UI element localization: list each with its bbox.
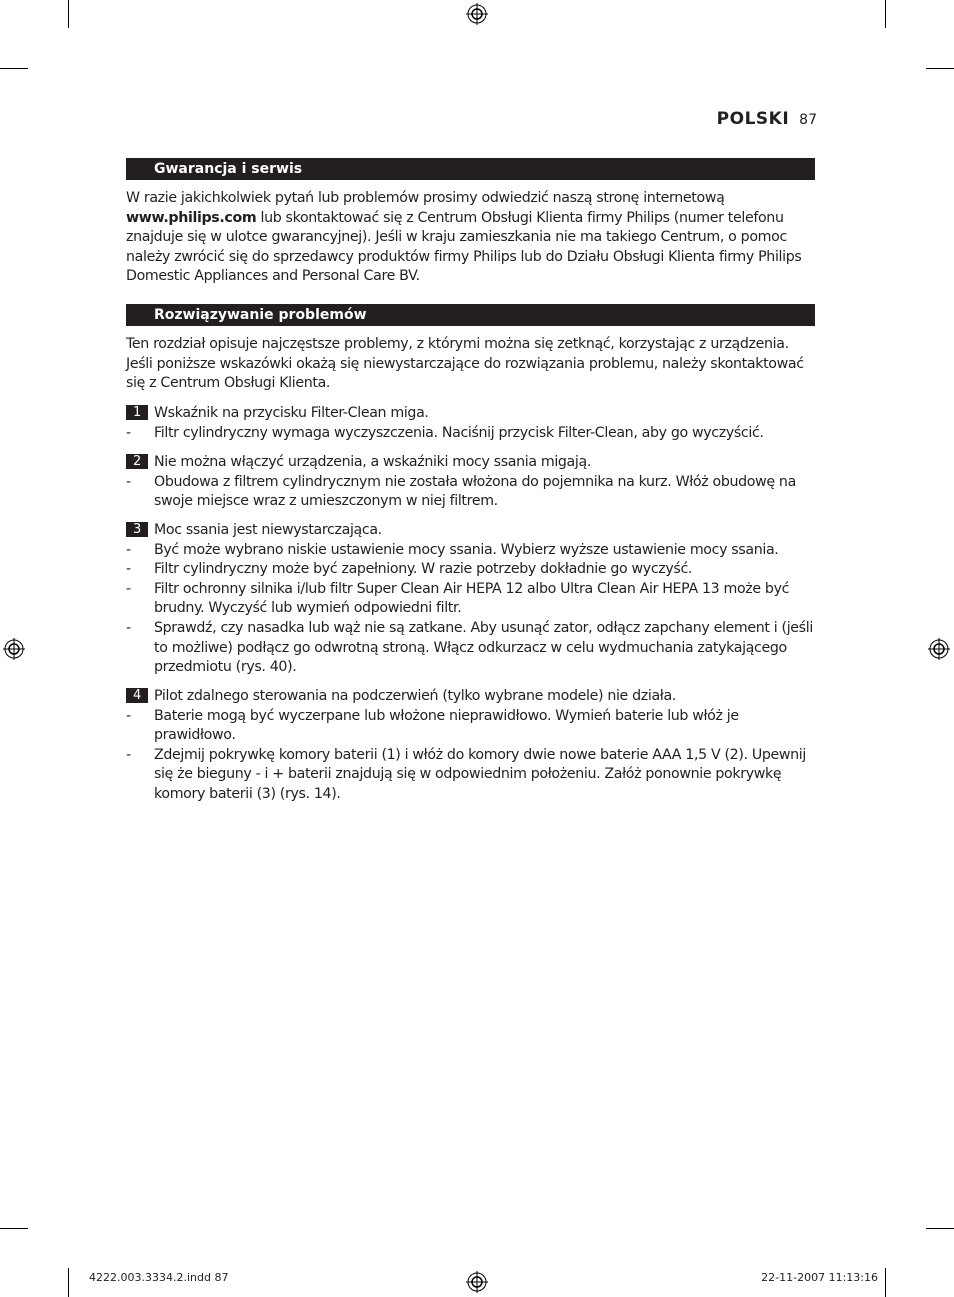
problem-title: Pilot zdalnego sterowania na podczerwień (tylko wybrane modele) nie działa.	[154, 688, 676, 704]
warranty-paragraph	[126, 189, 818, 287]
problem-title: Nie można włączyć urządzenia, a wskaźniki mocy ssania migają.	[154, 454, 592, 470]
list-item-text: Być może wybrano niskie ustawienie mocy ssania. Wybierz wyższe ustawienie mocy ssania.	[154, 541, 779, 558]
problem-title: Wskaźnik na przycisku Filter-Clean miga.	[154, 405, 429, 421]
crop-mark	[68, 0, 69, 28]
problem-4	[126, 687, 818, 805]
page-number: 87	[799, 112, 817, 128]
problem-number: 3	[126, 522, 148, 537]
list-item	[126, 473, 818, 512]
crop-mark	[0, 1228, 28, 1229]
list-item	[126, 541, 818, 561]
bullet-dash: -	[126, 746, 131, 763]
list-item	[126, 746, 818, 805]
bullet-dash: -	[126, 424, 131, 441]
crop-mark	[68, 1268, 69, 1297]
list-item	[126, 424, 818, 444]
page-header	[717, 109, 817, 129]
bullet-dash: -	[126, 580, 131, 597]
bullet-dash: -	[126, 707, 131, 724]
list-item-text: Zdejmij pokrywkę komory baterii (1) i włóż do komory dwie nowe baterie AAA 1,5 V (2). Upewnij się że bieguny - i + baterii znajdują się w odpowiednim położeniu. Załóż ponownie pokrywkę komory baterii (3) (rys. 14).	[154, 746, 806, 802]
list-item	[126, 619, 818, 678]
crop-mark	[0, 68, 28, 69]
section-heading-warranty: Gwarancja i serwis	[126, 158, 815, 180]
registration-mark-icon	[928, 638, 950, 660]
list-item-text: Sprawdź, czy nasadka lub wąż nie są zatkane. Aby usunąć zator, odłącz zapchany element i (jeśli to możliwe) podłącz go odwrotną stroną. Włącz odkurzacz w celu wydmuchania zatykającego przedmiotu (rys. 40).	[154, 619, 813, 676]
problem-2	[126, 453, 818, 512]
list-item-text: Filtr cylindryczny może być zapełniony. W razie potrzeby dokładnie go wyczyść.	[154, 561, 693, 578]
problem-number: 4	[126, 688, 148, 703]
philips-link[interactable]: www.philips.com	[126, 209, 257, 226]
footer-filename: 4222.003.3334.2.indd 87	[89, 1271, 229, 1284]
crop-mark	[885, 0, 886, 28]
list-item-text: Obudowa z filtrem cylindrycznym nie została włożona do pojemnika na kurz. Włóż obudowę na swoje miejsce wraz z umieszczonym w niej filtrem.	[154, 473, 796, 510]
crop-mark	[926, 1228, 954, 1229]
language-label: POLSKI	[716, 109, 790, 129]
bullet-dash: -	[126, 561, 131, 578]
warranty-text: W razie jakichkolwiek pytań lub problemów prosimy odwiedzić naszą stronę internetową	[126, 190, 725, 206]
list-item	[126, 707, 818, 746]
registration-mark-icon	[466, 3, 488, 25]
bullet-dash: -	[126, 473, 131, 490]
crop-mark	[926, 68, 954, 69]
registration-mark-icon	[466, 1271, 488, 1293]
registration-mark-icon	[3, 638, 25, 660]
list-item-text: Filtr cylindryczny wymaga wyczyszczenia. Naciśnij przycisk Filter-Clean, aby go wyczyścić.	[154, 424, 764, 441]
warranty-text: lub skontaktować się z Centrum Obsługi Klienta firmy Philips (numer telefonu znajduje się w ulotce gwarancyjnej). Jeśli w kraju zamieszkania nie ma takiego Centrum, o pomoc należy zwrócić się do sprzedawcy produktów firmy Philips lub do Działu Obsługi Klienta firmy Philips Domestic Appliances and Personal Care BV.	[126, 209, 802, 285]
problem-1	[126, 404, 818, 443]
problem-title: Moc ssania jest niewystarczająca.	[154, 522, 382, 538]
bullet-dash: -	[126, 619, 131, 636]
bullet-dash: -	[126, 541, 131, 558]
problem-number: 1	[126, 405, 148, 420]
footer-datetime: 22-11-2007 11:13:16	[761, 1271, 878, 1284]
list-item-text: Filtr ochronny silnika i/lub filtr Super Clean Air HEPA 12 albo Ultra Clean Air HEPA 13 może być brudny. Wyczyść lub wymień odpowiedni filtr.	[154, 580, 790, 617]
list-item	[126, 560, 818, 580]
list-item-text: Baterie mogą być wyczerpane lub włożone nieprawidłowo. Wymień baterie lub włóż je prawidłowo.	[154, 707, 739, 744]
troubleshooting-intro: Ten rozdział opisuje najczęstsze problemy, z którymi można się zetknąć, korzystając z urządzenia. Jeśli poniższe wskazówki okażą się niewystarczające do rozwiązania problemu, należy skontaktować się z Centrum Obsługi Klienta.	[126, 336, 804, 392]
problem-number: 2	[126, 454, 148, 469]
problem-3	[126, 521, 818, 678]
list-item	[126, 580, 818, 619]
crop-mark	[885, 1268, 886, 1297]
section-heading-troubleshooting: Rozwiązywanie problemów	[126, 304, 815, 326]
